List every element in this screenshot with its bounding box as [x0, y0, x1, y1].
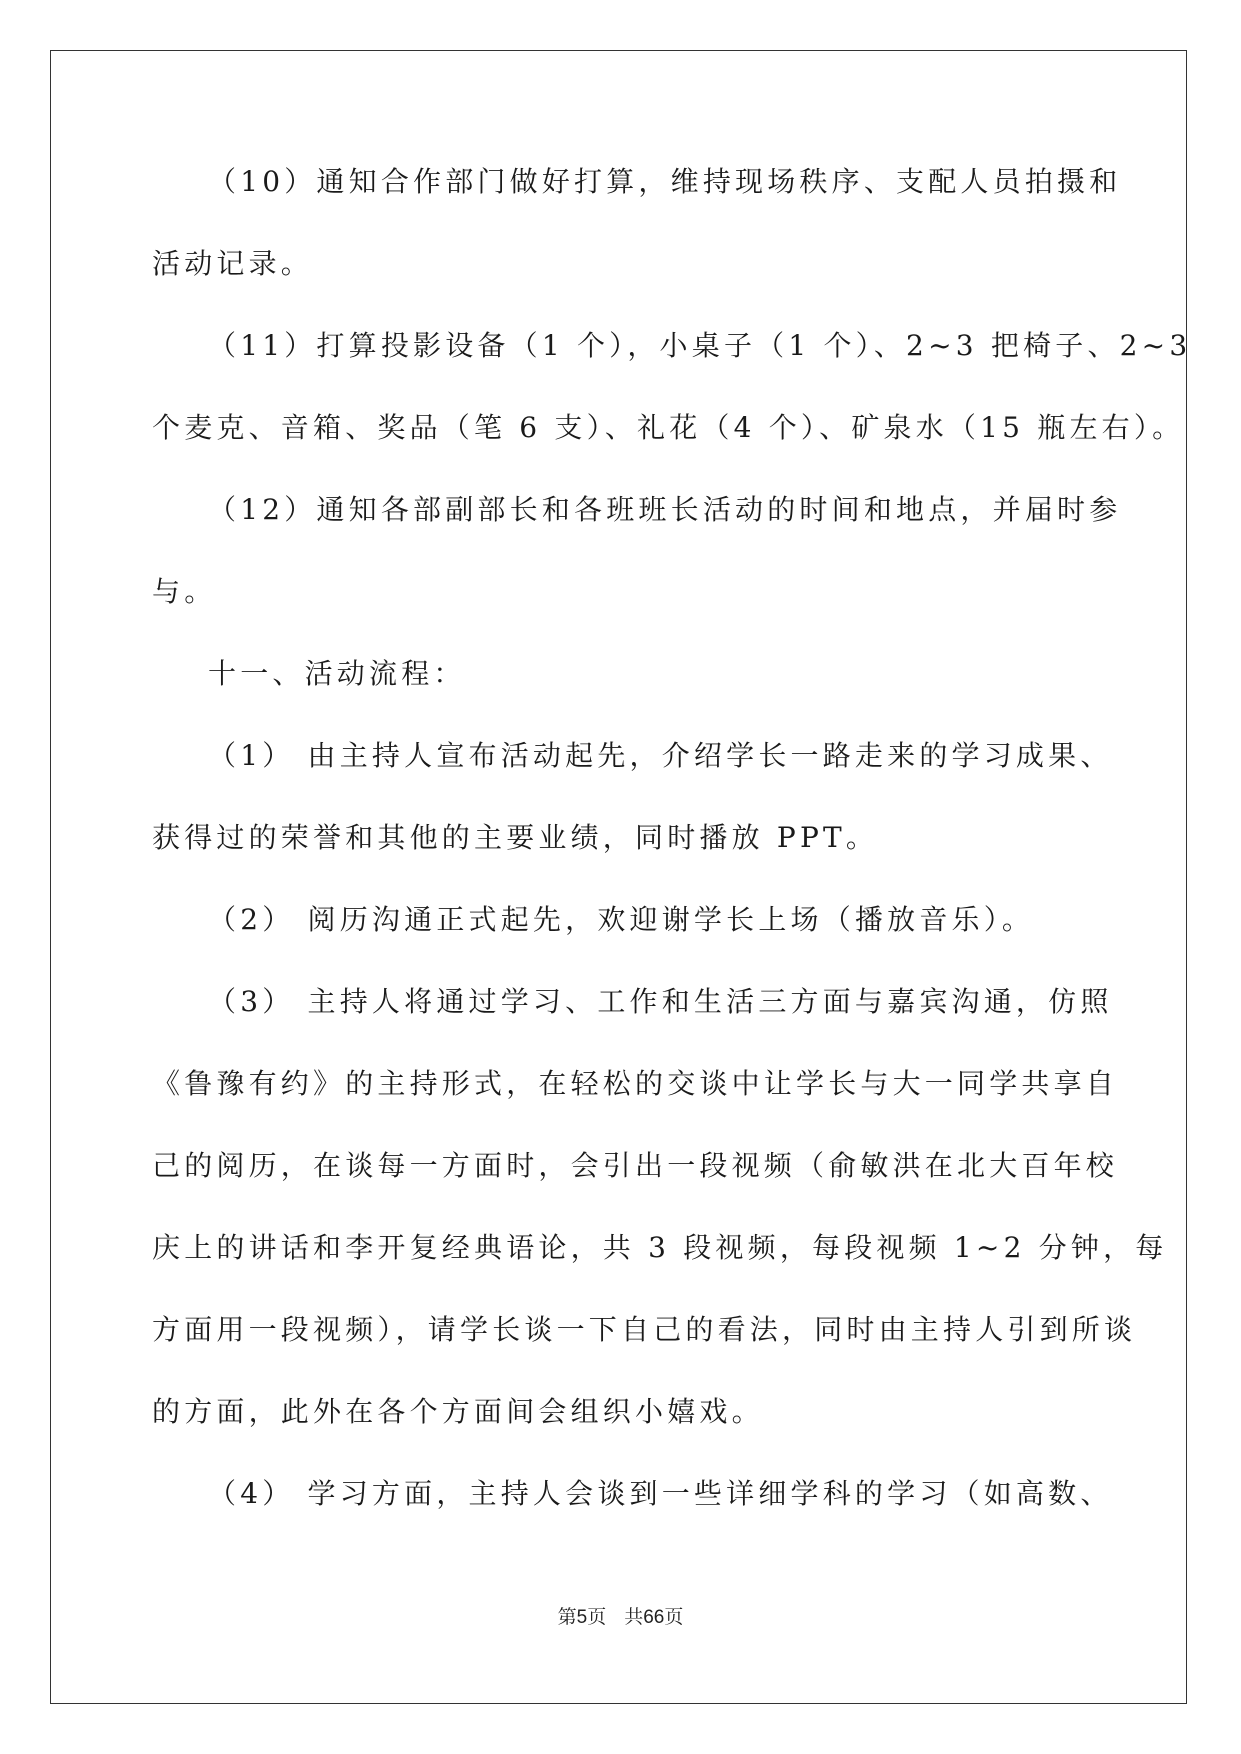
paragraph-line: 《鲁豫有约》的主持形式，在轻松的交谈中让学长与大一同学共享自 [152, 1067, 1119, 1100]
paragraph-line: （3） 主持人将通过学习、工作和生活三方面与嘉宾沟通，仿照 [208, 985, 1113, 1018]
paragraph-line: 庆上的讲话和李开复经典语论，共 3 段视频，每段视频 1~2 分钟，每 [152, 1231, 1168, 1264]
page-footer [0, 1602, 1241, 1629]
page-suffix: 页 [587, 1607, 607, 1628]
paragraph-line: （10）通知合作部门做好打算，维持现场秩序、支配人员拍摄和 [208, 165, 1122, 198]
section-heading: 十一、活动流程： [208, 657, 466, 690]
paragraph-line: 己的阅历，在谈每一方面时，会引出一段视频（俞敏洪在北大百年校 [152, 1149, 1119, 1182]
total-suffix: 页 [664, 1607, 684, 1628]
paragraph-line: （2） 阅历沟通正式起先，欢迎谢学长上场（播放音乐）。 [208, 903, 1035, 936]
paragraph-line: （12）通知各部副部长和各班班长活动的时间和地点，并届时参 [208, 493, 1122, 526]
total-prefix: 共 [624, 1607, 644, 1628]
paragraph-line: （1） 由主持人宣布活动起先，介绍学长一路走来的学习成果、 [208, 739, 1113, 772]
paragraph-line: 的方面，此外在各个方面间会组织小嬉戏。 [152, 1395, 764, 1428]
paragraph-line: （11）打算投影设备（1 个），小桌子（1 个）、2~3 把椅子、2~3 [208, 329, 1192, 362]
paragraph-line: （4） 学习方面，主持人会谈到一些详细学科的学习（如高数、 [208, 1477, 1113, 1510]
total-pages: 66 [643, 1607, 665, 1628]
paragraph-line: 活动记录。 [152, 247, 314, 280]
paragraph-line: 方面用一段视频），请学长谈一下自己的看法，同时由主持人引到所谈 [152, 1313, 1137, 1346]
page-prefix: 第 [557, 1607, 577, 1628]
page-border [50, 50, 1187, 1704]
paragraph-line: 获得过的荣誉和其他的主要业绩，同时播放 PPT。 [152, 821, 879, 854]
paragraph-line: 个麦克、音箱、奖品（笔 6 支）、礼花（4 个）、矿泉水（15 瓶左右）。 [152, 411, 1185, 444]
page-number: 5 [576, 1607, 588, 1628]
paragraph-line: 与。 [152, 575, 217, 608]
